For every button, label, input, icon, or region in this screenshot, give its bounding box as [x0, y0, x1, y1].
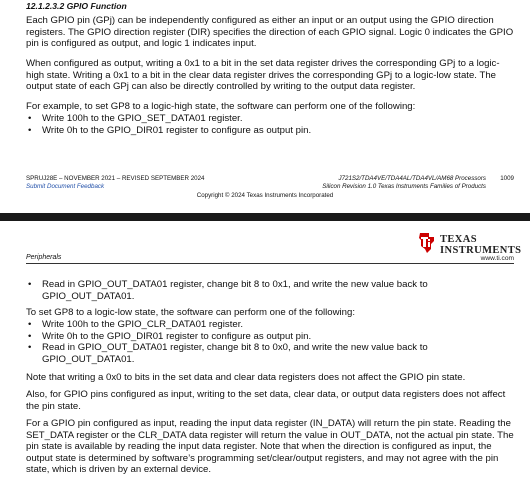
paragraph-note-writing: Note that writing a 0x0 to bits in the set data and clear data registers does not affect the GPIO pin state. — [26, 372, 466, 383]
paragraph-output-config: When configured as output, writing a 0x1 to a bit in the set data register drives the corresponding GPj to a logic-high state. Writing a 0x1 to a bit in the clear data register drives the corresponding GPj to a logic-low state. The output state of each GPj can also be directly controlled by writing to the output data register. — [26, 58, 500, 93]
bullet-list-low — [26, 319, 516, 365]
paragraph-input-reading: For a GPIO pin configured as input, reading the input data register (IN_DATA) will return the pin state. Reading the SET_DATA register or the CLR_DATA data register will return the value in OUT_DATA, not the actual pin state. The pin state is available by reading the input data register. Note that when the direction is configured as input, the output state is determined by software’s programming set/clear/output registers, and may not agree with the pin state, which is driven by an external device. — [26, 418, 514, 476]
list-item: • Write 100h to the GPIO_SET_DATA01 register. — [26, 113, 516, 125]
bullet-list-high — [26, 113, 516, 136]
brand-texas: TEXAS — [440, 234, 478, 245]
section-heading: 12.1.2.3.2 GPIO Function — [26, 1, 127, 11]
header-rule — [26, 263, 514, 264]
paragraph-example-high: For example, to set GP8 to a logic-high state, the software can perform one of the following: — [26, 101, 416, 112]
list-item: • Write 0h to the GPIO_DIR01 register to configure as output pin. — [26, 331, 516, 343]
footer-copyright: Copyright © 2024 Texas Instruments Incorporated — [196, 192, 334, 199]
page-number: 1009 — [500, 175, 514, 182]
header-url[interactable]: www.ti.com — [480, 255, 514, 262]
footer-doc-id: SPRUJ28E – NOVEMBER 2021 – REVISED SEPTEMBER 2024 — [26, 175, 205, 182]
list-item: • Write 0h to the GPIO_DIR01 register to configure as output pin. — [26, 125, 516, 137]
bullet-list-continued — [26, 279, 516, 302]
ti-logo-icon — [418, 232, 436, 254]
paragraph-input-writing: Also, for GPIO pins configured as input, writing to the set data, clear data, or output data registers does not affect the pin state. — [26, 389, 506, 412]
list-item: • Read in GPIO_OUT_DATA01 register, change bit 8 to 0x1, and write the new value back to GPIO_OUT_DATA01. — [26, 279, 516, 302]
footer-processors: J721S2/TDA4VE/TDA4AL/TDA4VL/AM68 Processors — [338, 175, 486, 182]
feedback-link[interactable]: Submit Document Feedback — [26, 183, 105, 190]
paragraph-example-low: To set GP8 to a logic-low state, the software can perform one of the following: — [26, 307, 356, 318]
running-header-section: Peripherals — [26, 254, 62, 261]
brand-instruments: INSTRUMENTS — [440, 245, 522, 256]
list-item: • Read in GPIO_OUT_DATA01 register, change bit 8 to 0x0, and write the new value back to GPIO_OUT_DATA01. — [26, 342, 516, 365]
footer-silicon: Silicon Revision 1.0 Texas Instruments Families of Products — [322, 183, 486, 190]
paragraph-direction: Each GPIO pin (GPj) can be independently configured as either an input or an output using the GPIO direction registers. The GPIO direction register (DIR) specifies the direction of each GPIO signal. Logic 0 indicates the GPIO pin is configured as output, and logic 1 indicates input. — [26, 15, 514, 50]
list-item: • Write 100h to the GPIO_CLR_DATA01 register. — [26, 319, 516, 331]
page-separator — [0, 213, 530, 221]
